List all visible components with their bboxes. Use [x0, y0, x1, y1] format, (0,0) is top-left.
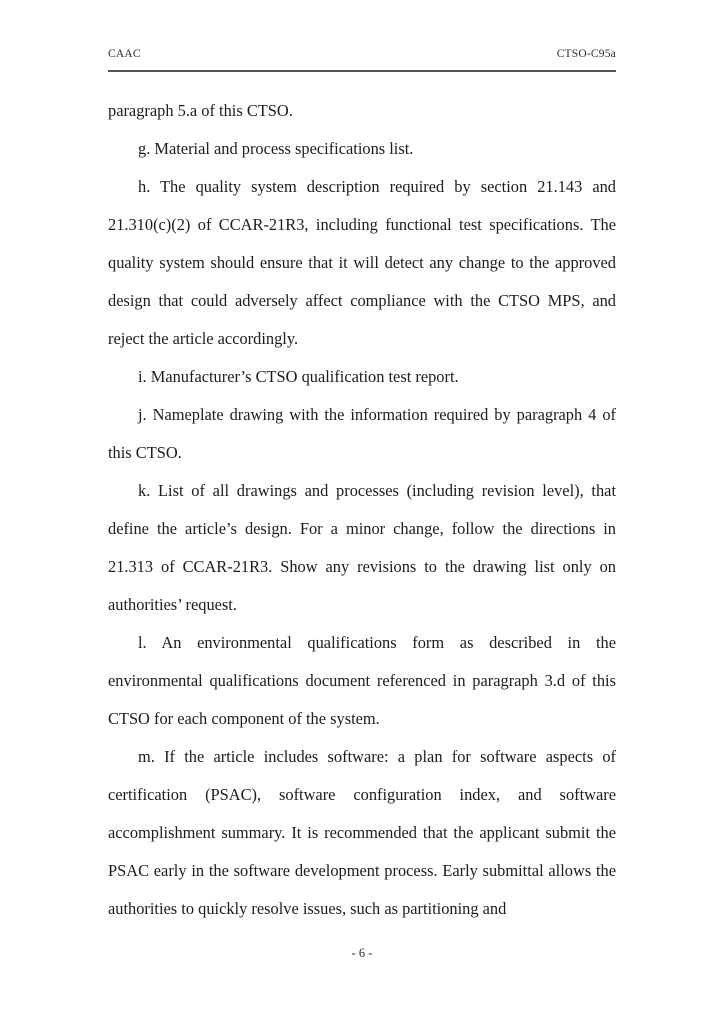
page-footer [0, 946, 724, 961]
paragraph-item-h: h. The quality system description required by section 21.143 and 21.310(c)(2) of CCAR-21R3, including functional test specifications. The quality system should ensure that it will detect any change to the approved design that could adversely affect compliance with the CTSO MPS, and reject the article accordingly. [108, 177, 616, 348]
page-number: - 6 - [351, 946, 373, 960]
running-head [108, 48, 616, 60]
running-head-document-number: CTSO-C95a [556, 48, 616, 60]
body-text [108, 92, 616, 928]
paragraph-item-m: m. If the article includes software: a plan for software aspects of certification (PSAC), software configuration index, and software accomplishment summary. It is recommended that the applicant submit the PSAC early in the software development process. Early submittal allows the authorities to quickly resolve issues, such as partitioning and [108, 747, 616, 918]
paragraph-item-g: g. Material and process specifications list. [138, 139, 414, 158]
running-head-authority: CAAC [108, 48, 141, 60]
paragraph-continuation: paragraph 5.a of this CTSO. [108, 101, 293, 120]
paragraph-item-i: i. Manufacturer’s CTSO qualification test report. [138, 367, 459, 386]
paragraph-item-l: l. An environmental qualifications form as described in the environmental qualifications document referenced in paragraph 3.d of this CTSO for each component of the system. [108, 633, 616, 728]
paragraph-item-k: k. List of all drawings and processes (including revision level), that define the article’s design. For a minor change, follow the directions in 21.313 of CCAR-21R3. Show any revisions to the drawing list only on authorities’ request. [108, 481, 616, 614]
paragraph-item-j: j. Nameplate drawing with the information required by paragraph 4 of this CTSO. [108, 405, 616, 462]
header-rule [108, 70, 616, 72]
